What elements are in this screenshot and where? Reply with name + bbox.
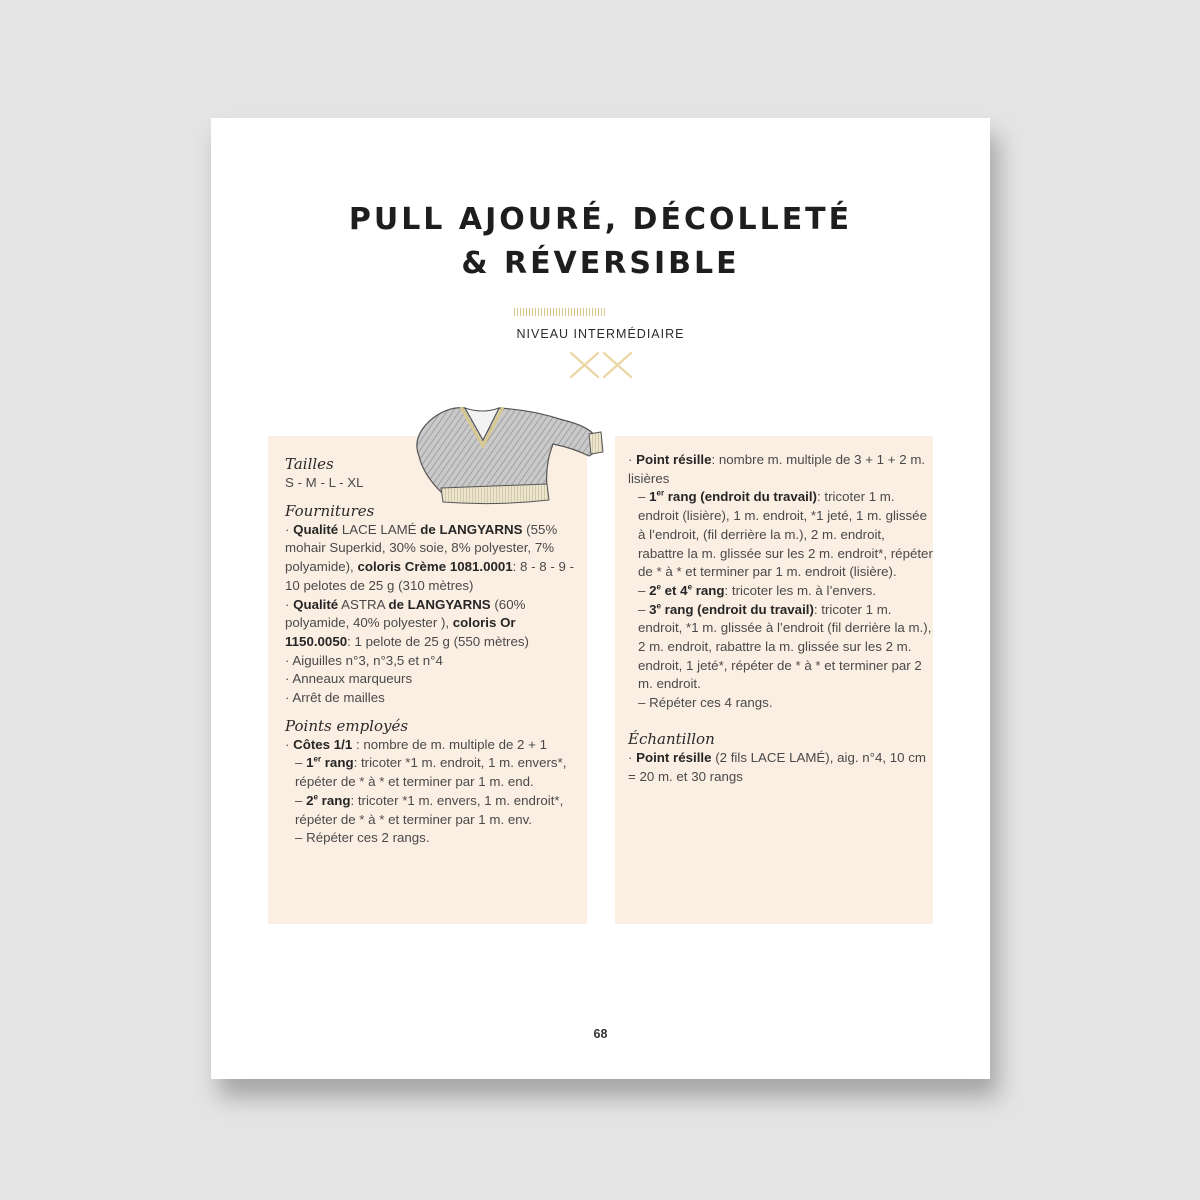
stitch-row-instruction: – 3e rang (endroit du travail): tricoter 1 m. endroit, *1 m. glissée à l’endroit (fil derrière la m.), 2 m. endroit, rabattre la m. glissée sur les 2 m. endroit, 1 jeté*, répéter de * à * et terminer par 2 m. endroit. bbox=[638, 601, 932, 692]
stitch-row-instruction: – 1er rang: tricoter *1 m. endroit, 1 m. envers*, répéter de * à * et terminer par 1 m. end. bbox=[295, 755, 567, 790]
left-column bbox=[285, 454, 585, 848]
right-column bbox=[628, 451, 933, 786]
decorative-rule bbox=[514, 308, 606, 316]
stitch-item: · Point résille: nombre m. multiple de 3 + 1 + 2 m. lisières bbox=[628, 452, 926, 486]
sizes-value: S - M - L - XL bbox=[285, 475, 364, 490]
points-heading: Points employés bbox=[285, 716, 409, 735]
material-item: · Qualité LACE LAMÉ de LANGYARNS (55% mohair Superkid, 30% soie, 8% polyester, 7% polyamide), coloris Crème 1081.0001: 8 - 8 - 9 - 10 pelotes de 25 g (310 mètres) bbox=[285, 521, 575, 593]
book-page bbox=[211, 118, 990, 1079]
double-cross-level-icon bbox=[568, 350, 634, 380]
material-item: · Aiguilles n°3, n°3,5 et n°4 bbox=[285, 652, 443, 668]
page-title-line1: PULL AJOURÉ, DÉCOLLETÉ bbox=[348, 202, 853, 237]
material-item: · Anneaux marqueurs bbox=[285, 671, 413, 687]
material-item: · Qualité ASTRA de LANGYARNS (60% polyamide, 40% polyester ), coloris Or 1150.0050: 1 pelote de 25 g (550 mètres) bbox=[285, 596, 529, 649]
stitch-row-instruction: – Répéter ces 2 rangs. bbox=[295, 830, 430, 846]
stitch-row-instruction: – 1er rang (endroit du travail): tricoter 1 m. endroit (lisière), 1 m. endroit, *1 jeté, 1 m. glissée à l’endroit, (fil derrière la m.), 2 m. endroit, rabattre la m. glissée sur les 2 m. endroit*, répéter de * à * et terminer par 1 m. endroit (lisière). bbox=[638, 488, 933, 580]
echantillon-heading: Échantillon bbox=[628, 729, 715, 748]
difficulty-level: NIVEAU INTERMÉDIAIRE bbox=[516, 327, 685, 341]
page-number: 68 bbox=[593, 1027, 608, 1041]
gauge-item: · Point résille (2 fils LACE LAMÉ), aig. n°4, 10 cm = 20 m. et 30 rangs bbox=[628, 749, 926, 784]
fournitures-heading: Fournitures bbox=[285, 501, 375, 520]
tailles-heading: Tailles bbox=[285, 455, 334, 473]
stitch-row-instruction: – Répéter ces 4 rangs. bbox=[638, 695, 773, 711]
material-item: · Arrêt de mailles bbox=[285, 690, 385, 706]
stitch-row-instruction: – 2e rang: tricoter *1 m. envers, 1 m. endroit*, répéter de * à * et terminer par 1 m. env. bbox=[295, 792, 564, 827]
page-title-line2: & RÉVERSIBLE bbox=[461, 246, 740, 281]
stitch-row-instruction: – 2e et 4e rang: tricoter les m. à l’envers. bbox=[638, 582, 877, 598]
stitch-item: · Côtes 1/1 : nombre de m. multiple de 2 + 1 bbox=[285, 736, 548, 752]
